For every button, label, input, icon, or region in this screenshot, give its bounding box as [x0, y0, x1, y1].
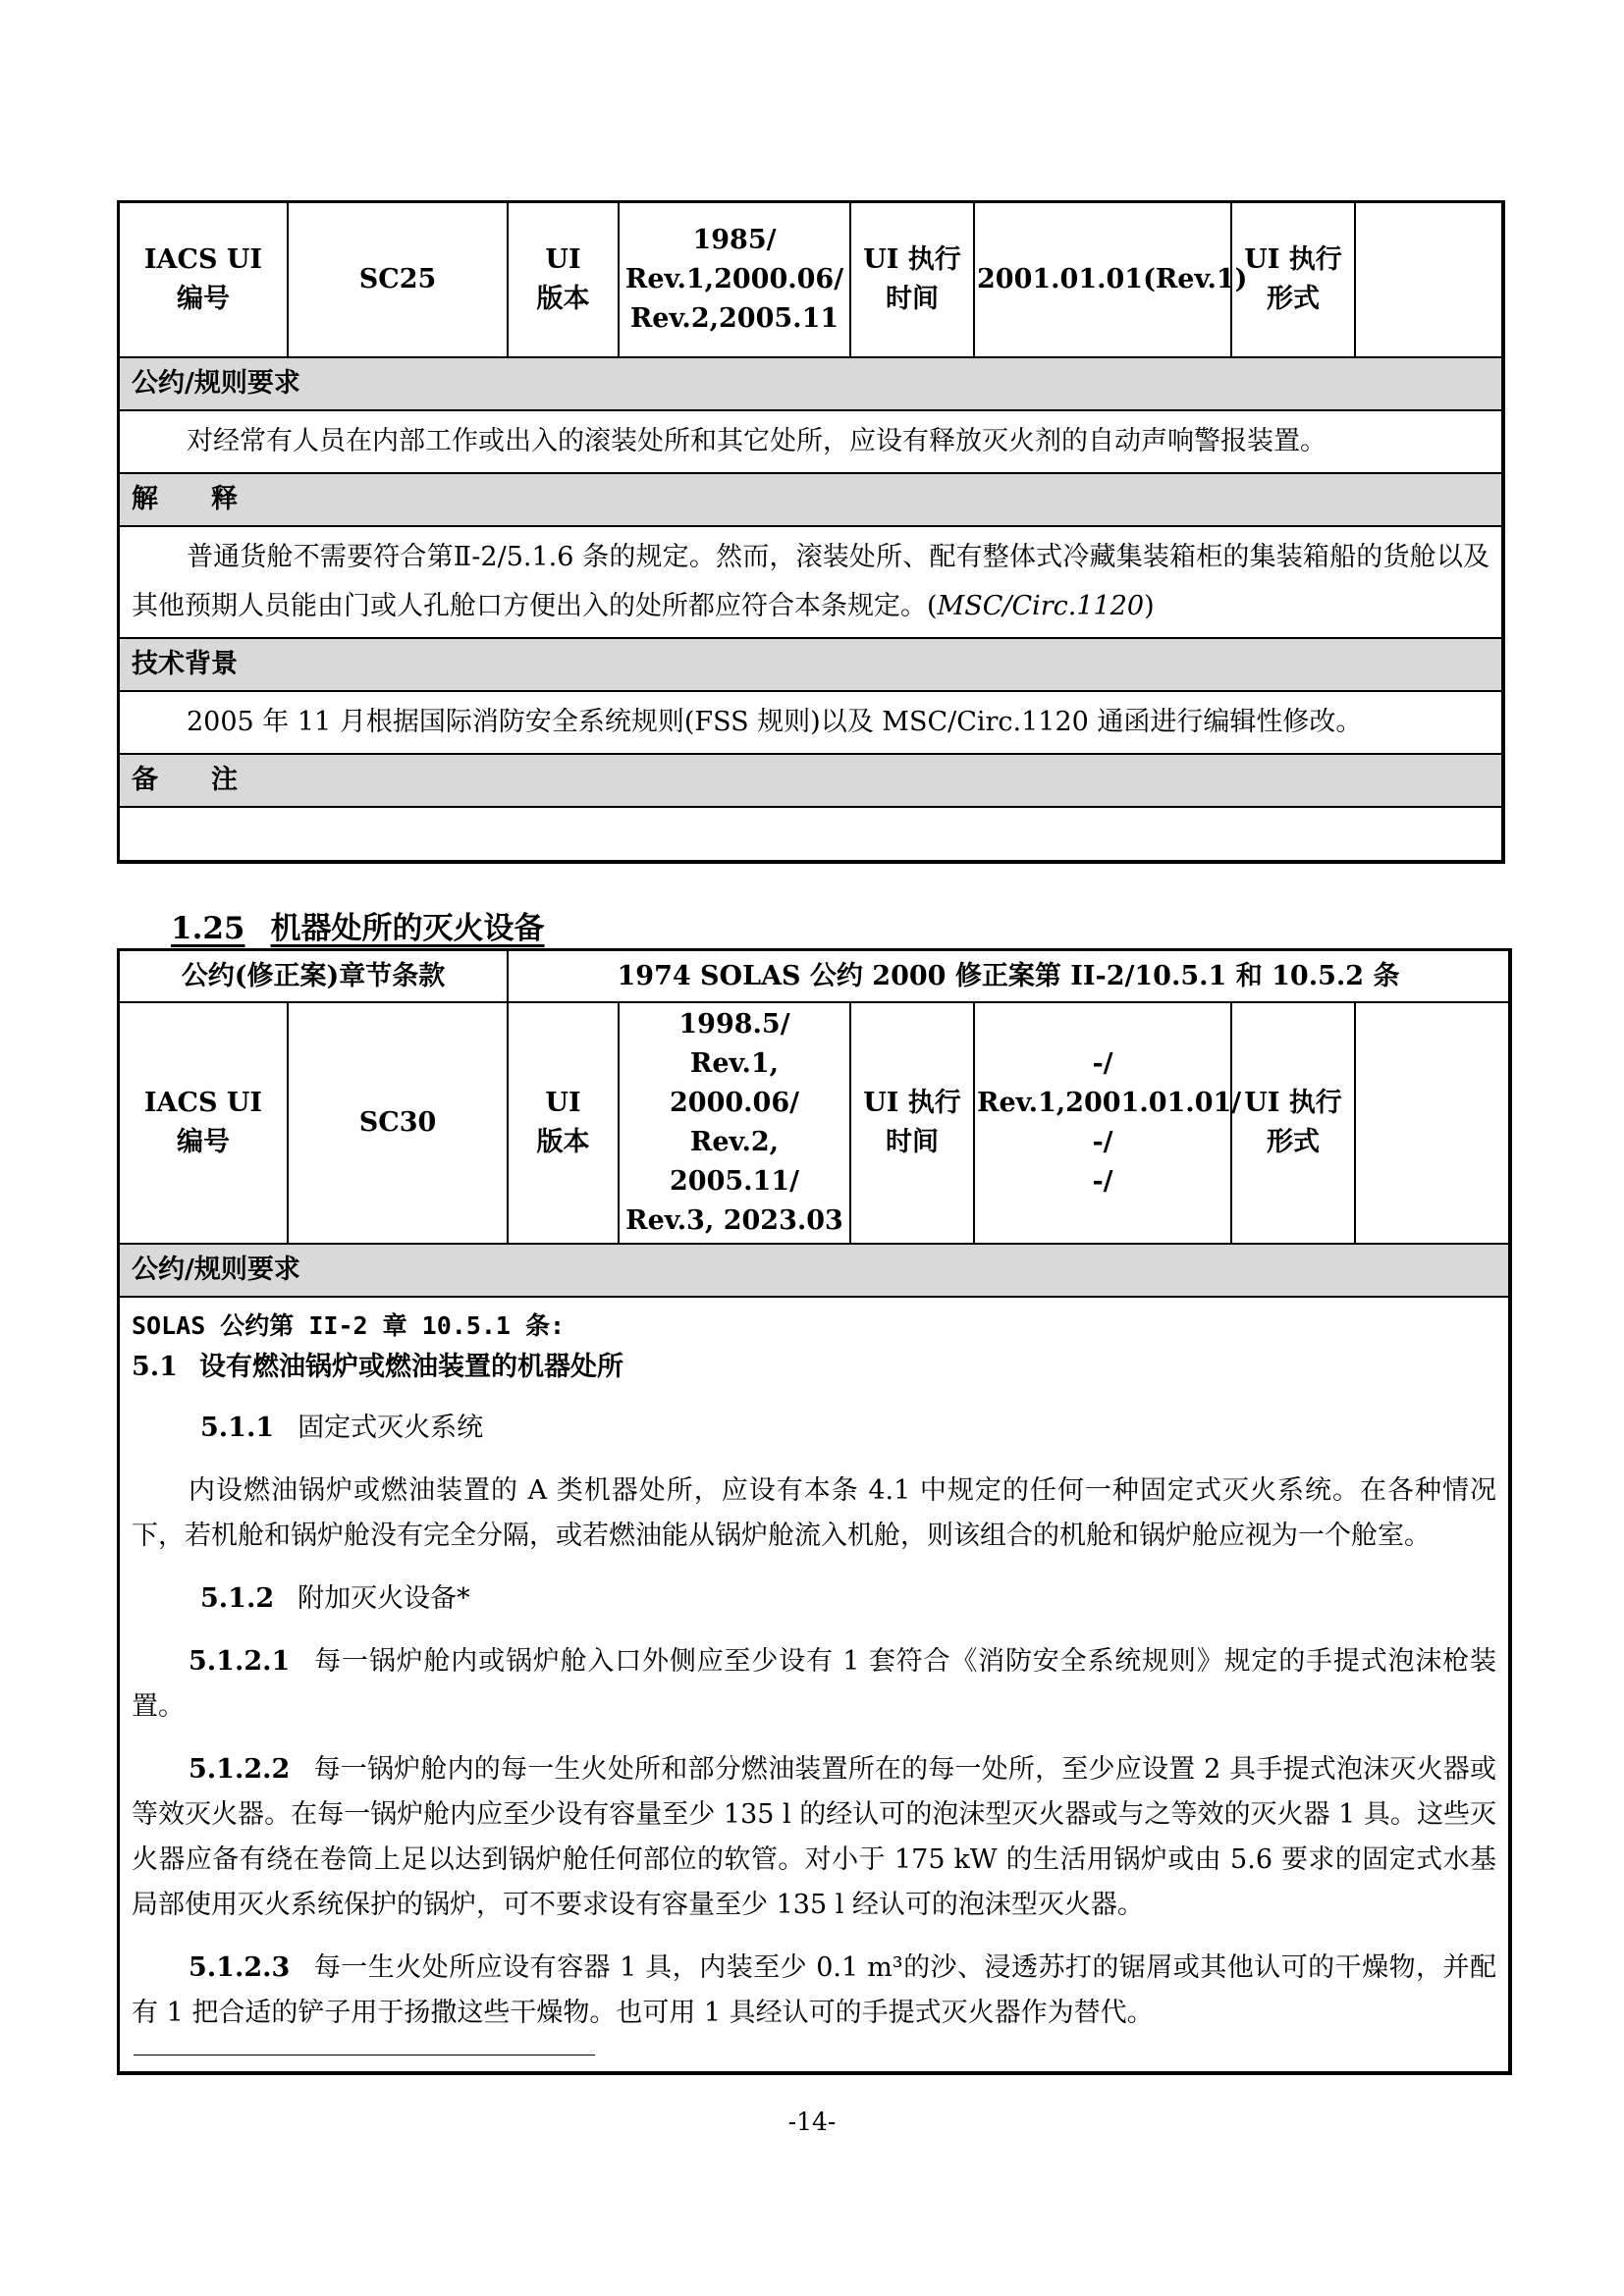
ui-number-label: IACS UI 编号 — [120, 1003, 288, 1244]
requirements-text: 对经常有人员在内部工作或出入的滚装处所和其它处所，应设有释放灭火剂的自动声响警报装置。 — [187, 426, 1326, 456]
ui-effective-date-label: UI 执行 时间 — [850, 1003, 974, 1244]
convention-header-row — [120, 951, 1508, 1003]
ui-number-value: SC25 — [288, 203, 508, 357]
paragraph-heading-5-1-2: 5.1.2 附加灭火设备* — [200, 1583, 470, 1614]
ui-number-label: IACS UI 编号 — [120, 203, 288, 357]
paragraph-5-1-2-2: 5.1.2.2 每一锅炉舱内的每一生火处所和部分燃油装置所在的每一处所，至少应设置 2 具手提式泡沫灭火器或等效灭火器。在每一锅炉舱内应至少设有容量至少 135 l 的经认可的泡沫型灭火器或与之等效的灭火器 1 具。这些灭火器应备有绕在卷筒上足以达到锅炉舱任何部位的软管。对小于 175 kW 的生活用锅炉或由 5.6 要求的固定式水基局部使用灭火系统保护的锅炉，可不要求设有容量至少 135 l 经认可的泡沫型灭火器。 — [132, 1754, 1496, 1920]
ui-number-value: SC30 — [288, 1003, 508, 1244]
ui-form-value — [1355, 203, 1504, 357]
page-number: -14- — [787, 2108, 837, 2136]
paragraph-heading-5-1-1: 5.1.1 固定式灭火系统 — [200, 1413, 484, 1443]
notes-heading: 备 注 — [120, 753, 1501, 808]
technical-background-heading: 技术背景 — [120, 637, 1501, 692]
ui-form-label: UI 执行 形式 — [1231, 203, 1355, 357]
section-number: 1.25 — [171, 911, 245, 946]
requirements-body — [120, 1306, 1508, 2036]
footnote-separator — [134, 2055, 595, 2056]
technical-background-text: 2005 年 11 月根据国际消防安全系统规则(FSS 规则)以及 MSC/Circ.1120 通函进行编辑性修改。 — [187, 707, 1363, 737]
ui-form-value — [1355, 1003, 1511, 1244]
section-title — [171, 903, 545, 947]
ui-info-row-sc30 — [120, 1003, 1511, 1245]
section-title-text: 机器处所的灭火设备 — [270, 911, 545, 946]
ui-version-label: UI 版本 — [508, 1003, 619, 1244]
paragraph-5-1-2-3: 5.1.2.3 每一生火处所应设有容器 1 具，内装至少 0.1 m³的沙、浸透苏打的锯屑或其他认可的干燥物，并配有 1 把合适的铲子用于扬撒这些干燥物。也可用 1 具经认可的手提式灭火器作为替代。 — [132, 1952, 1496, 2028]
requirements-heading: 公约/规则要求 — [120, 358, 1501, 411]
solas-reference: SOLAS 公约第 II-2 章 10.5.1 条: — [132, 1311, 566, 1340]
ui-effective-date-label: UI 执行 时间 — [850, 203, 974, 357]
convention-articles-label: 公约(修正案)章节条款 — [120, 951, 508, 1002]
ui-version-value: 1985/ Rev.1,2000.06/ Rev.2,2005.11 — [619, 203, 850, 357]
ui-table-sc25 — [117, 200, 1505, 864]
paragraph-5-1-1: 内设燃油锅炉或燃油装置的 A 类机器处所，应设有本条 4.1 中规定的任何一种固定式灭火系统。在各种情况下，若机舱和锅炉舱没有完全分隔，或若燃油能从锅炉舱流入机舱，则该组合的机舱和锅炉舱应视为一个舱室。 — [132, 1475, 1496, 1551]
ui-table-sc30 — [117, 948, 1512, 2075]
ui-version-label: UI 版本 — [508, 203, 619, 357]
convention-articles-value: 1974 SOLAS 公约 2000 修正案第 II-2/10.5.1 和 10.5.2 条 — [508, 951, 1508, 1002]
interpretation-heading: 解 释 — [120, 472, 1501, 527]
ui-effective-date-value: 2001.01.01(Rev.1) — [974, 203, 1231, 357]
ui-form-label: UI 执行 形式 — [1231, 1003, 1355, 1244]
ui-info-row-sc25 — [120, 203, 1504, 358]
ui-version-value: 1998.5/ Rev.1, 2000.06/ Rev.2, 2005.11/ Rev.3, 2023.03 — [619, 1003, 850, 1244]
paragraph-5-1-2-1: 5.1.2.1 每一锅炉舱内或锅炉舱入口外侧应至少设有 1 套符合《消防安全系统规则》规定的手提式泡沫枪装置。 — [132, 1646, 1496, 1722]
subsection-heading: 5.1 设有燃油锅炉或燃油装置的机器处所 — [132, 1352, 623, 1382]
requirements-heading: 公约/规则要求 — [120, 1245, 1508, 1298]
interpretation-text: 普通货舱不需要符合第Ⅱ-2/5.1.6 条的规定。然而，滚装处所、配有整体式冷藏集装箱柜的集装箱船的货舱以及其他预期人员能由门或人孔舱口方便出入的处所都应符合本条规定。(MSC/Circ.1120) — [132, 542, 1489, 621]
ui-effective-date-value: -/ Rev.1,2001.01.01/ -/ -/ — [974, 1003, 1231, 1244]
